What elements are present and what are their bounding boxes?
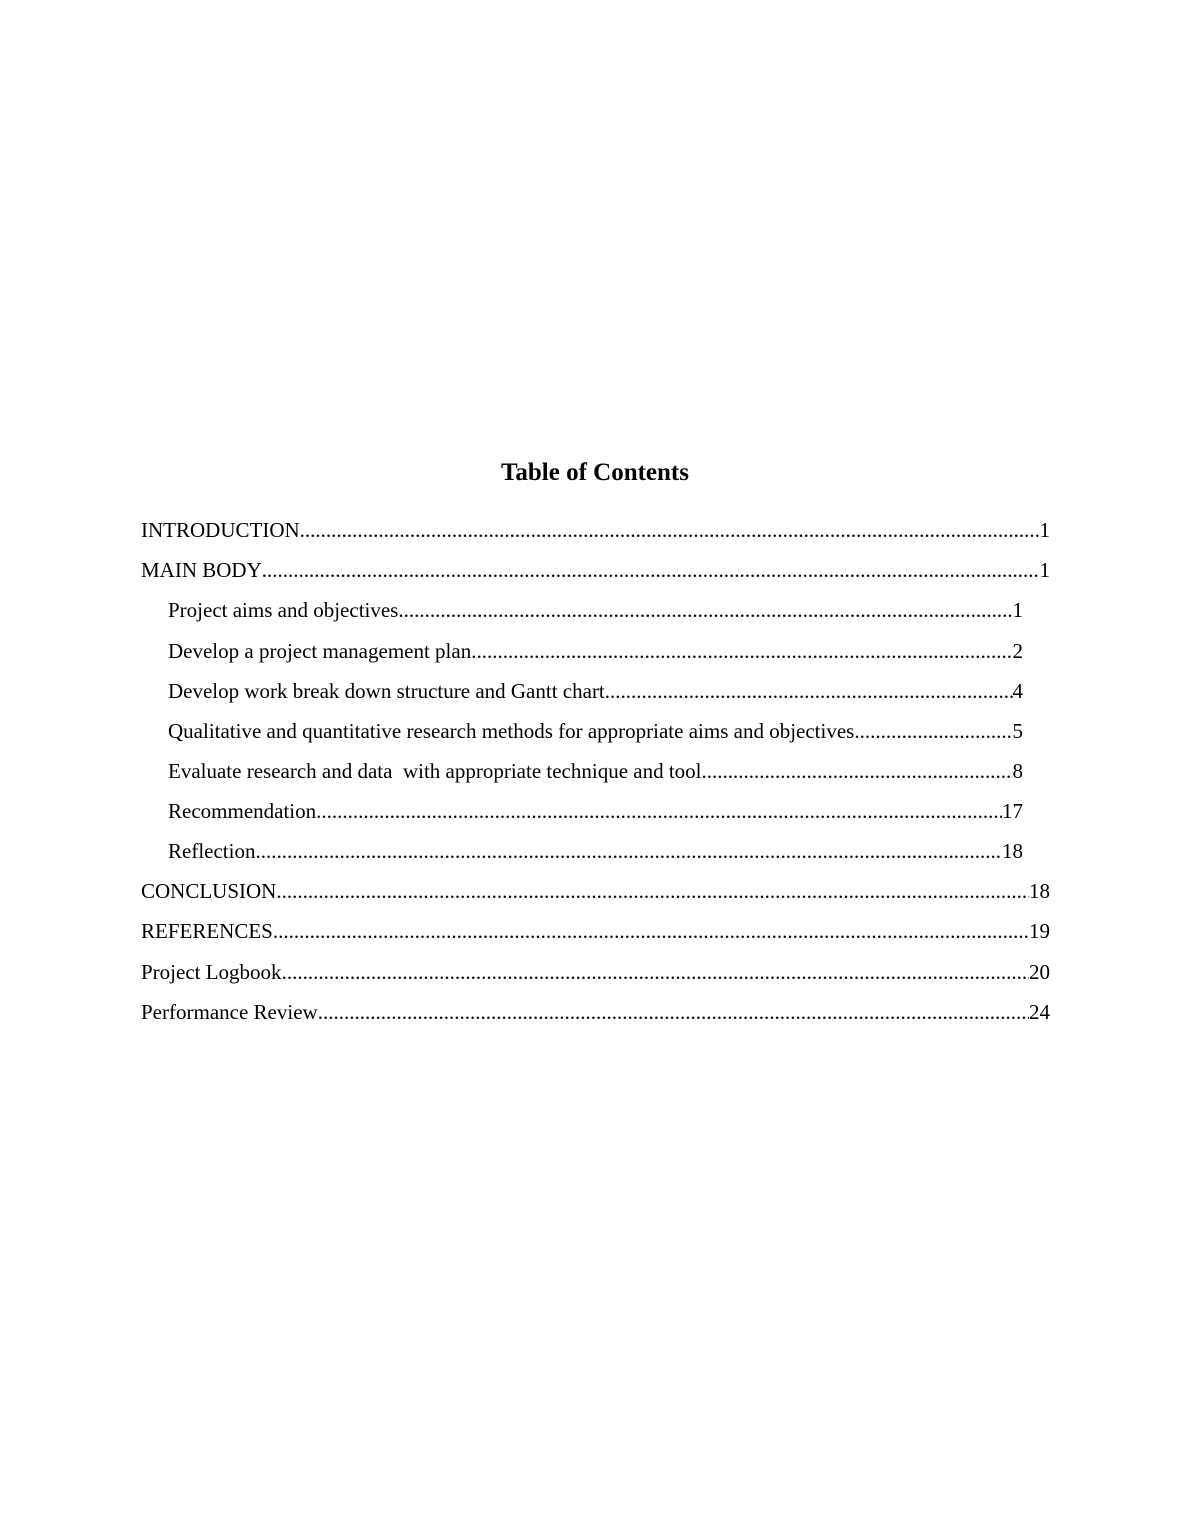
toc-dot-leader <box>471 637 1012 665</box>
toc-entry-wbs-gantt[interactable] <box>168 677 1023 705</box>
toc-page-number: 1 <box>1039 558 1050 582</box>
toc-page-number: 5 <box>1012 719 1023 743</box>
toc-entry-label: Develop a project management plan <box>168 639 472 663</box>
toc-page-number: 20 <box>1029 960 1050 984</box>
toc-title: Table of Contents <box>501 459 689 486</box>
toc-entry-label: Develop work break down structure and Gantt chart <box>168 679 605 703</box>
toc-page-number: 1 <box>1039 518 1050 542</box>
toc-page-number: 2 <box>1012 639 1023 663</box>
toc-entry-label: Project Logbook <box>141 960 282 984</box>
toc-dot-leader <box>282 958 1029 986</box>
toc-entry-project-logbook[interactable] <box>141 958 1050 986</box>
toc-entry-label: INTRODUCTION <box>141 518 300 542</box>
toc-page-number: 4 <box>1012 679 1023 703</box>
toc-page-number: 24 <box>1029 1000 1050 1024</box>
toc-page-number: 19 <box>1029 919 1050 943</box>
toc-dot-leader <box>318 998 1029 1026</box>
toc-entry-recommendation[interactable] <box>168 797 1023 825</box>
toc-dot-leader <box>273 917 1029 945</box>
toc-entry-references[interactable] <box>141 917 1050 945</box>
toc-entry-label: REFERENCES <box>141 919 273 943</box>
toc-entry-research-methods[interactable] <box>168 717 1023 745</box>
toc-dot-leader <box>300 516 1040 544</box>
toc-entry-label: Evaluate research and data with appropriate technique and tool <box>168 759 702 783</box>
toc-entry-label: Reflection <box>168 839 256 863</box>
toc-entry-conclusion[interactable] <box>141 877 1050 905</box>
toc-entry-label: Performance Review <box>141 1000 318 1024</box>
toc-page-number: 8 <box>1012 759 1023 783</box>
toc-dot-leader <box>702 757 1013 785</box>
toc-page-number: 18 <box>1002 839 1023 863</box>
toc-entry-reflection[interactable] <box>168 837 1023 865</box>
toc-entry-label: Recommendation <box>168 799 317 823</box>
toc-dot-leader <box>262 556 1040 584</box>
toc-dot-leader <box>316 797 1002 825</box>
toc-entry-main-body[interactable] <box>141 556 1050 584</box>
toc-page-number: 17 <box>1002 799 1023 823</box>
toc-entry-label: CONCLUSION <box>141 879 277 903</box>
toc-entry-project-management-plan[interactable] <box>168 637 1023 665</box>
toc-dot-leader <box>255 837 1002 865</box>
toc-entry-performance-review[interactable] <box>141 998 1050 1026</box>
toc-entry-label: Project aims and objectives <box>168 598 399 622</box>
toc-page-number: 1 <box>1012 598 1023 622</box>
toc-entry-project-aims[interactable] <box>168 596 1023 624</box>
toc-dot-leader <box>276 877 1029 905</box>
toc-entry-label: MAIN BODY <box>141 558 262 582</box>
toc-entry-introduction[interactable] <box>141 516 1050 544</box>
toc-page-number: 18 <box>1029 879 1050 903</box>
toc-entry-label: Qualitative and quantitative research methods for appropriate aims and objectives <box>168 719 855 743</box>
toc-dot-leader <box>854 717 1012 745</box>
toc-dot-leader <box>398 596 1012 624</box>
toc-entry-evaluate-research[interactable] <box>168 757 1023 785</box>
toc-dot-leader <box>605 677 1013 705</box>
